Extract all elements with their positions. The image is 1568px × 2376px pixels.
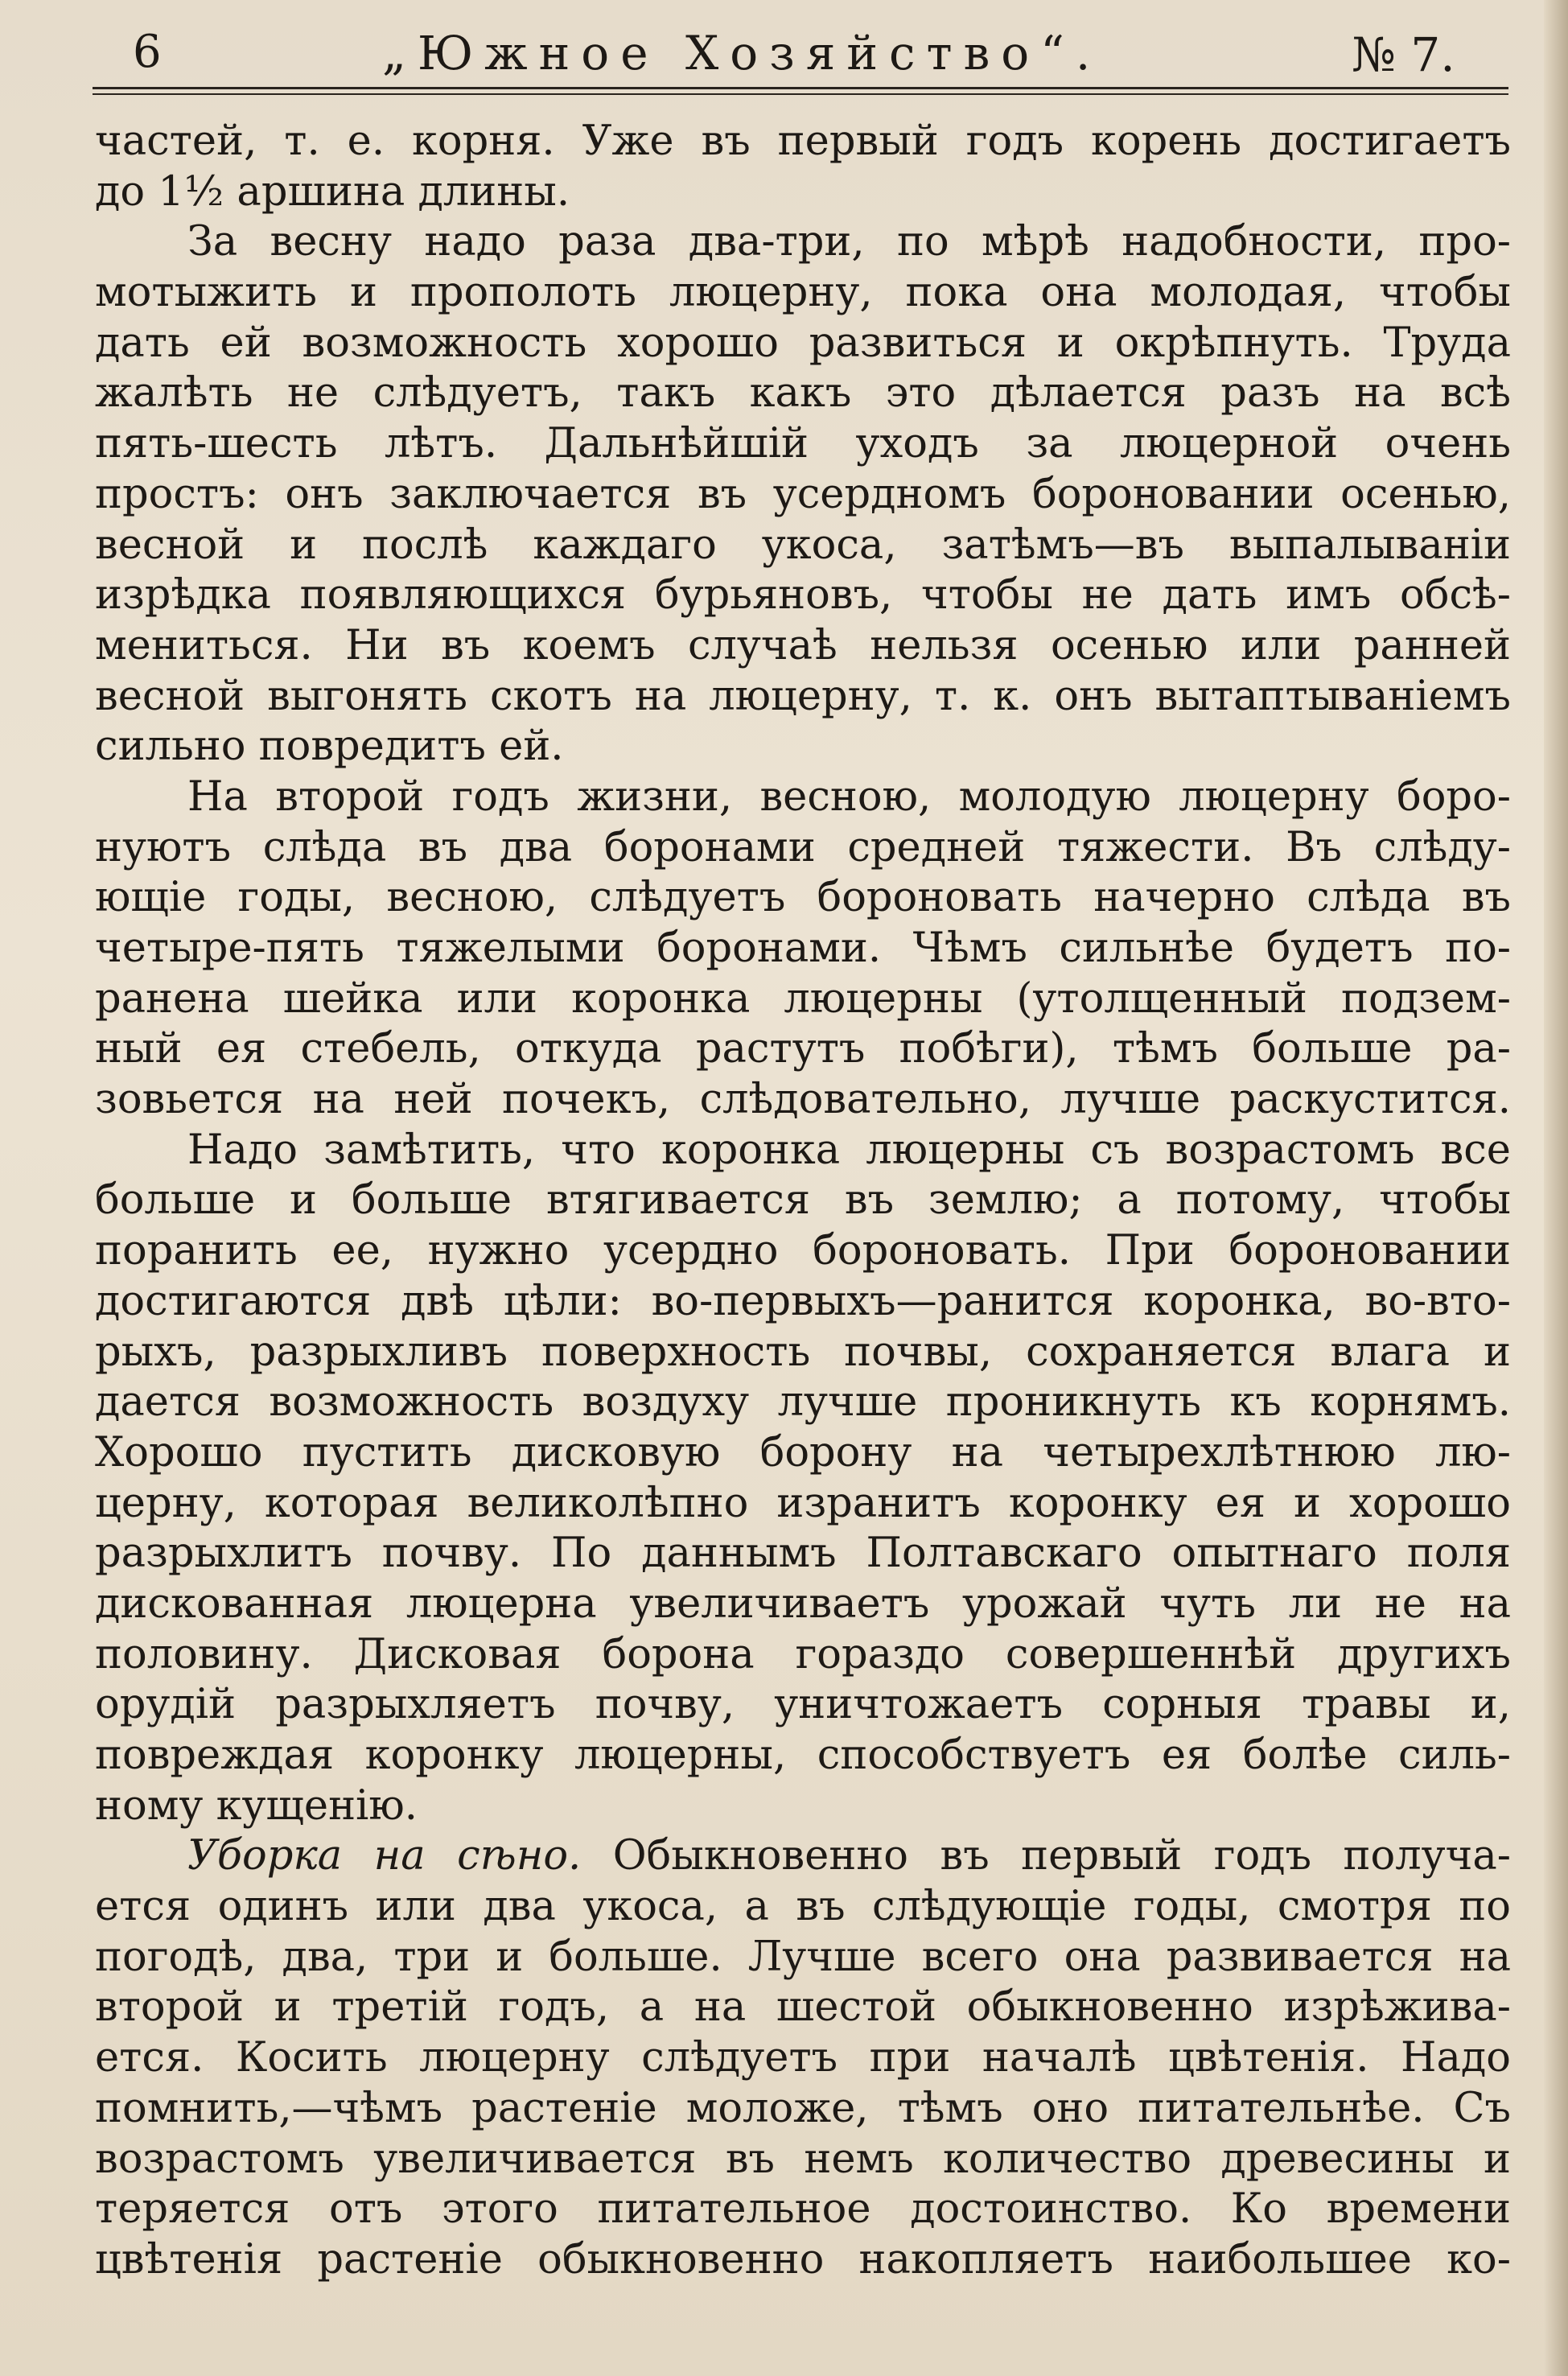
text-line: четыре-пять тяжелыми боронами. Чѣмъ сильнѣе будетъ по-	[95, 924, 1511, 972]
text-line: простъ: онъ заключается въ усердномъ бороновании осенью,	[95, 470, 1511, 518]
text-line: мениться. Ни въ коемъ случаѣ нельзя осенью или ранней	[95, 621, 1511, 669]
text-line: весной выгонять скотъ на люцерну, т. к. онъ вытаптываніемъ	[95, 672, 1511, 720]
text-line-segment: Обыкновенно въ первый годъ получа-	[612, 1832, 1511, 1880]
text-line: ранена шейка или коронка люцерны (утолщенный подзем-	[95, 974, 1511, 1023]
text-line: весной и послѣ каждаго укоса, затѣмъ—въ выпалываніи	[95, 521, 1511, 569]
text-line: поранить ее, нужно усердно бороновать. При бороновании	[95, 1227, 1511, 1275]
text-line: изрѣдка появляющихся бурьяновъ, чтобы не дать имъ обсѣ-	[95, 571, 1511, 620]
header-rule-bottom	[93, 93, 1508, 95]
text-line: ному кущенію.	[95, 1781, 418, 1830]
text-line: Надо замѣтить, что коронка люцерны съ возрастомъ все	[187, 1126, 1511, 1174]
text-line: сильно повредитъ ей.	[95, 723, 564, 771]
text-line: пять-шесть лѣтъ. Дальнѣйшій уходъ за люцерной очень	[95, 420, 1511, 468]
text-line: помнить,—чѣмъ растеніе моложе, тѣмъ оно питательнѣе. Съ	[95, 2084, 1511, 2132]
text-line: ется. Косить люцерну слѣдуетъ при началѣ цвѣтенія. Надо	[95, 2034, 1511, 2082]
text-line: орудій разрыхляетъ почву, уничтожаетъ сорныя травы и,	[95, 1681, 1511, 1729]
text-line: теряется отъ этого питательное достоинство. Ко времени	[95, 2185, 1511, 2234]
page-number: 6	[133, 26, 162, 78]
article-body	[95, 117, 1511, 2286]
text-line-with-subheading	[95, 1831, 1511, 1882]
issue-number: № 7.	[1352, 27, 1455, 82]
section-subheading: Уборка на сѣно.	[187, 1832, 582, 1880]
text-line: зовьется на ней почекъ, слѣдовательно, лучше раскуститcя.	[95, 1076, 1511, 1124]
text-line: церну, которая великолѣпно изранитъ коронку ея и хорошо	[95, 1479, 1511, 1527]
text-line: рыхъ, разрыхливъ поверхность почвы, сохраняется влага и	[95, 1328, 1511, 1376]
text-line: разрыхлитъ почву. По даннымъ Полтавскаго опытнаго поля	[95, 1530, 1511, 1578]
text-line: цвѣтенія растеніе обыкновенно накопляетъ наибольшее ко-	[95, 2235, 1511, 2283]
text-line: достигаются двѣ цѣли: во-первыхъ—ранится коронка, во-вто-	[95, 1277, 1511, 1325]
text-line: больше и больше втягивается въ землю; а потому, чтобы	[95, 1176, 1511, 1225]
text-line: дается возможность воздуху лучше проникнуть къ корнямъ.	[95, 1378, 1511, 1427]
text-line: За весну надо раза два-три, по мѣрѣ надобности, про-	[187, 218, 1511, 266]
text-line: до 1½ аршина длины.	[95, 167, 570, 216]
text-line: погодѣ, два, три и больше. Лучше всего она развивается на	[95, 1933, 1511, 1981]
text-line: дать ей возможность хорошо развиться и окрѣпнуть. Труда	[95, 319, 1511, 367]
text-line: частей, т. е. корня. Уже въ первый годъ корень достигаетъ	[95, 117, 1511, 165]
header-rule-top	[93, 87, 1508, 89]
journal-title: „Южное Хозяйство“.	[382, 26, 1102, 80]
text-line: На второй годъ жизни, весною, молодую люцерну боро-	[187, 772, 1511, 821]
text-line: второй и третій годъ, а на шестой обыкновенно изрѣжива-	[95, 1983, 1511, 2032]
text-line: половину. Дисковая борона гораздо совершеннѣй другихъ	[95, 1630, 1511, 1678]
text-line: нуютъ слѣда въ два боронами средней тяжести. Въ слѣду-	[95, 823, 1511, 871]
text-line: дискованная люцерна увеличиваетъ урожай чуть ли не на	[95, 1579, 1511, 1628]
page-edge-shadow	[1544, 0, 1568, 2376]
text-line: повреждая коронку люцерны, способствуетъ ея болѣе силь-	[95, 1732, 1511, 1779]
text-line: Хорошо пустить дисковую борону на четырехлѣтнюю лю-	[95, 1428, 1511, 1476]
text-line: ный ея стебель, откуда растутъ побѣги), тѣмъ больше ра-	[95, 1025, 1511, 1073]
text-line: ющіе годы, весною, слѣдуетъ бороновать начерно слѣда въ	[95, 874, 1511, 922]
text-line: жалѣть не слѣдуетъ, такъ какъ это дѣлается разъ на всѣ	[95, 369, 1511, 418]
text-line: мотыжить и прополоть люцерну, пока она молодая, чтобы	[95, 269, 1511, 317]
text-line: возрастомъ увеличивается въ немъ количество древесины и	[95, 2135, 1511, 2183]
page-header	[93, 16, 1500, 89]
text-line: ется одинъ или два укоса, а въ слѣдующіе годы, смотря по	[95, 1883, 1511, 1931]
